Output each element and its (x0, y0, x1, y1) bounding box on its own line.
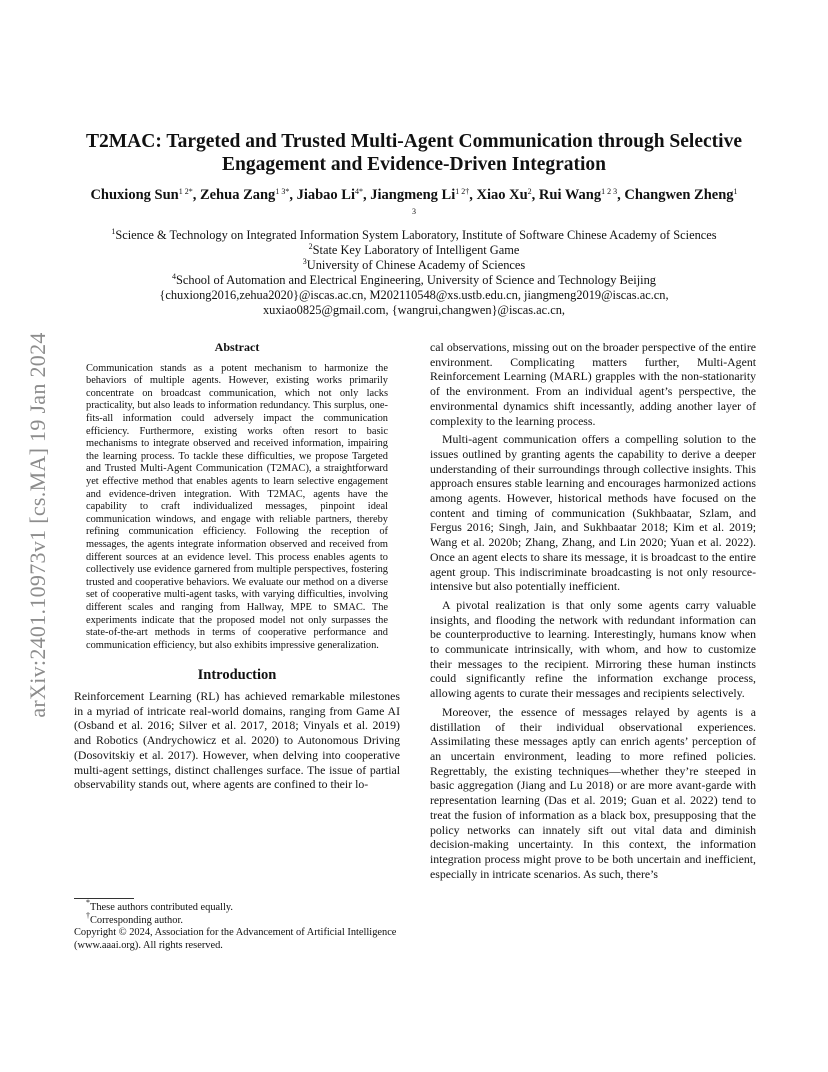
left-column (74, 340, 400, 792)
abstract-body: Communication stands as a potent mechanism to harmonize the behaviors of multiple agents. However, existing works primarily concentrate on broadcast communication, which not only lacks practicality, but also leads to information redundancy. This surplus, one-fits-all information could adversely impact the communication efficiency. Furthermore, existing works often resort to basic mechanisms to integrate observed and received information, impairing the learning process. To tackle these difficulties, we propose Targeted and Trusted Multi-Agent Communication (T2MAC), a straightforward yet effective method that enables agents to learn selective engagement and evidence-driven integration. With T2MAC, agents have the capability to craft individualized messages, pinpoint ideal communication windows, and engage with reliable partners, thereby refining communication efficiency. Following the reception of messages, the agents integrate information observed and received from different sources at an evidence level. This process enables agents to collectively use evidence garnered from multiple perspectives, fostering trusted and cooperative behaviors. We evaluate our method on a diverse set of cooperative multi-agent tasks, with varying difficulties, involving different scales and ranging from Hallway, MPE to SMAC. The experiments indicate that the proposed model not only surpasses the state-of-the-art methods in terms of cooperative performance and communication efficiency, but also exhibits impressive generalization. (86, 362, 388, 651)
body-paragraph: cal observations, missing out on the broader perspective of the entire environment. Complicating matters further, Multi-Agent Reinforcement Learning (MARL) grapples with the non-stationarity of the environment. From an individual agent’s perspective, the environmental dynamics shift incessantly, adding another layer of complexity to the learning process. (430, 340, 756, 428)
right-column (430, 340, 756, 885)
footnote: *These authors contributed equally. (86, 898, 234, 913)
arxiv-sidebar-stamp (8, 285, 68, 765)
paper-title: T2MAC: Targeted and Trusted Multi-Agent Communication through Selective Engagement and Evidence-Driven Integration (86, 131, 742, 175)
author: Xiao Xu$^2$ (476, 187, 532, 203)
affiliation: $^2$State Key Laboratory of Intelligent Game (308, 242, 520, 257)
email-line: {chuxiong2016,zehua2020}@iscas.ac.cn, M202110548@xs.ustb.edu.cn, jiangmeng2019@iscas.ac.cn, (159, 288, 669, 302)
author: Changwen Zheng$^{1 3}$ (412, 187, 738, 216)
affiliation: $^3$University of Chinese Academy of Sciences (302, 257, 526, 272)
author: Zehua Zang$^{1 3*}$ (199, 187, 290, 203)
body-paragraph: Multi-agent communication offers a compelling solution to the issues outlined by granting agents the capability to derive a deeper understanding of their surroundings through collective insights. This approach ensures stable learning and encourages harmonized actions among agents. However, historical methods have focused on the content and timing of communication (Sukhbaatar, Szlam, and Fergus 2016; Singh, Jain, and Sukhbaatar 2018; Kim et al. 2019; Wang et al. 2020b; Zhang, Zhang, and Lin 2020; Yuan et al. 2022). Once an agent elects to share its message, it is broadcast to the entire agent group. This indiscriminate broadcasting is not only resource-intensive but also potentially inefficient. (430, 432, 756, 594)
footnotes (74, 898, 400, 952)
author: Jiangmeng $Li^{1 2\dagger}$ (370, 187, 470, 203)
copyright-notice: Copyright © 2024, Association for the Advancement of Artificial Intelligence (www.aaai.org). All rights reserved. (74, 927, 397, 951)
affiliation: $^4$School of Automation and Electrical Engineering, University of Science and Technology Beijing (172, 272, 656, 287)
arxiv-identifier: arXiv:2401.10973v1 [cs.MA] 19 Jan 2024 (25, 332, 50, 718)
affiliation: $^1$Science & Technology on Integrated Information System Laboratory, Institute of Software Chinese Academy of Sciences (111, 227, 717, 242)
author: Chuxiong Sun$^{1 2*}$ (90, 187, 193, 203)
abstract-heading: Abstract (214, 340, 260, 354)
author: Rui Wang$^{1 2 3}$ (538, 187, 618, 203)
body-paragraph: A pivotal realization is that only some agents carry valuable insights, and flooding the network with redundant information can be counterproductive to learning. Interestingly, humans know when to communicate intrinsically, with whom, and how to customize their messages to the recipient. Mirroring these human instincts could significantly refine the information exchange process, allowing agents to curate their messages and recipients selectively. (430, 597, 756, 701)
author: Jiabao $Li^{4*}$ (296, 187, 363, 203)
affiliations (60, 228, 768, 318)
body-paragraph: Moreover, the essence of messages relayed by agents is a distillation of their individual observational experiences. Assimilating these messages aptly can enrich agents’ perception of an uncertain environment, leading to more refined policies. Regrettably, the existing techniques—whether they’re steeped in basic aggregation (Jiang and Lu 2018) or are more avant-garde with representation learning (Das et al. 2019; Guan et al. 2022) tend to treat the fusion of information as a black box, presupposing that the policy networks can innately sift out vital data and diminish decision-making uncertainty. In this context, the information integration process might prove to be both uncertain and inefficient, especially in intricate scenarios. As such, there’s (430, 704, 756, 881)
footnote-rule (74, 898, 134, 899)
footnote: †Corresponding author. (86, 910, 183, 926)
section-heading: Introduction (197, 667, 277, 684)
email-line: xuxiao0825@gmail.com, {wangrui,changwen}@iscas.ac.cn, (262, 303, 566, 317)
author-list: Chuxiong Sun$^{1 2*}$, Zehua Zang$^{1 3*}$, Jiabao $Li^{4*}$, Jiangmeng $Li^{1 2\dagger}$, Xiao Xu$^2$, Rui Wang$^{1 2 3}$, Changwen Zheng$^{1 3}$ (90, 185, 738, 225)
intro-paragraph: Reinforcement Learning (RL) has achieved remarkable milestones in a myriad of intricate real-world domains, ranging from Game AI (Osband et al. 2016; Silver et al. 2017, 2018; Vinyals et al. 2019) and Robotics (Andrychowicz et al. 2020) to Autonomous Driving (Dosovitskiy et al. 2017). However, when delving into cooperative multi-agent settings, distinct challenges surface. The issue of partial observability stands out, where agents are confined to their lo- (74, 689, 400, 792)
